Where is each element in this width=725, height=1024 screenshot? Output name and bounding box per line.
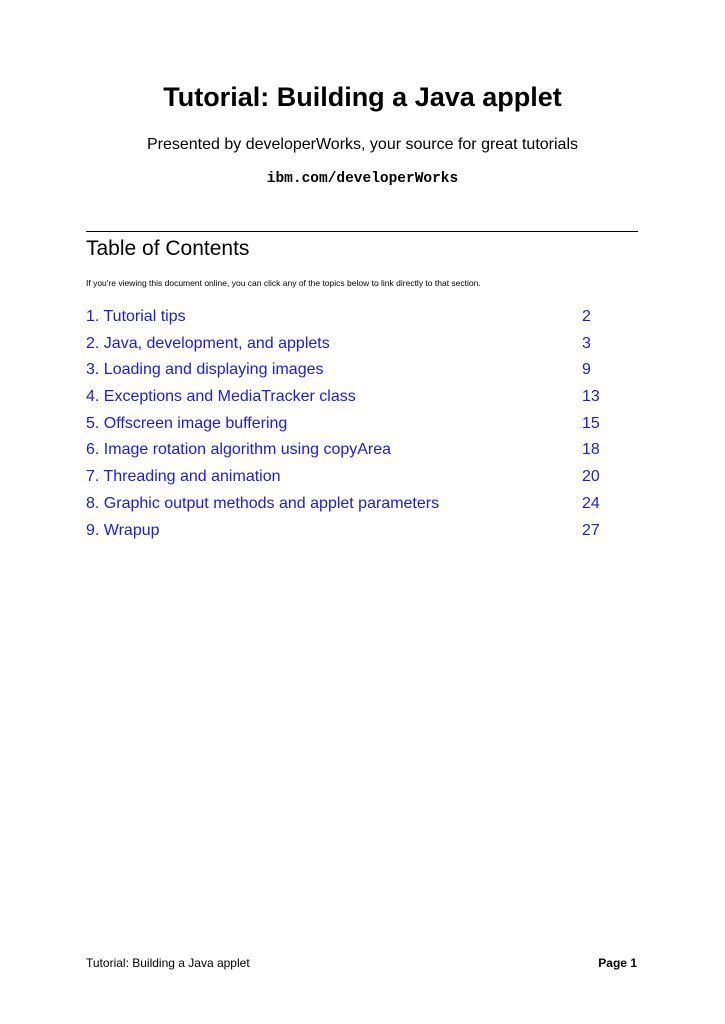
toc-item-exceptions-mediatracker[interactable]	[86, 386, 606, 413]
toc-item-threading-animation[interactable]	[86, 466, 606, 493]
toc-heading: Table of Contents	[86, 237, 250, 260]
toc-item-label[interactable]: 7. Threading and animation	[86, 468, 281, 486]
toc-item-page[interactable]: 20	[582, 468, 600, 486]
toc-item-label[interactable]: 4. Exceptions and MediaTracker class	[86, 388, 356, 406]
toc-item-label[interactable]: 1. Tutorial tips	[86, 308, 186, 325]
toc-item-page[interactable]: 24	[582, 494, 600, 512]
footer-page-number: Page 1	[598, 956, 637, 970]
document-title: Tutorial: Building a Java applet	[163, 82, 562, 112]
site-url: ibm.com/developerWorks	[266, 171, 459, 187]
footer-title: Tutorial: Building a Java applet	[86, 956, 250, 970]
toc-item-page[interactable]: 2	[582, 308, 591, 325]
toc-item-graphic-output-parameters[interactable]	[86, 493, 606, 520]
toc-list	[86, 306, 606, 546]
toc-item-offscreen-buffering[interactable]	[86, 413, 606, 440]
toc-item-loading-displaying-images[interactable]	[86, 359, 606, 386]
toc-item-label[interactable]: 6. Image rotation algorithm using copyArea	[86, 441, 392, 459]
toc-item-page[interactable]: 27	[582, 521, 600, 539]
toc-item-page[interactable]: 9	[582, 361, 591, 379]
toc-item-label[interactable]: 3. Loading and displaying images	[86, 361, 324, 379]
toc-item-java-development-applets[interactable]	[86, 333, 606, 360]
toc-item-image-rotation[interactable]	[86, 439, 606, 466]
toc-item-page[interactable]: 3	[582, 334, 591, 352]
heading-divider	[86, 231, 638, 232]
toc-item-label[interactable]: 8. Graphic output methods and applet parameters	[86, 494, 440, 512]
toc-item-label[interactable]: 2. Java, development, and applets	[86, 334, 330, 352]
toc-note: If you're viewing this document online, you can click any of the topics below to link directly to that section.	[86, 278, 481, 288]
toc-item-page[interactable]: 13	[582, 388, 600, 406]
document-subtitle: Presented by developerWorks, your source for great tutorials	[146, 136, 579, 153]
toc-item-page[interactable]: 18	[582, 441, 600, 459]
toc-item-page[interactable]: 15	[582, 414, 600, 432]
toc-item-tutorial-tips[interactable]	[86, 306, 606, 333]
toc-item-label[interactable]: 9. Wrapup	[86, 521, 160, 539]
toc-item-label[interactable]: 5. Offscreen image buffering	[86, 414, 288, 432]
toc-item-wrapup[interactable]	[86, 520, 606, 547]
